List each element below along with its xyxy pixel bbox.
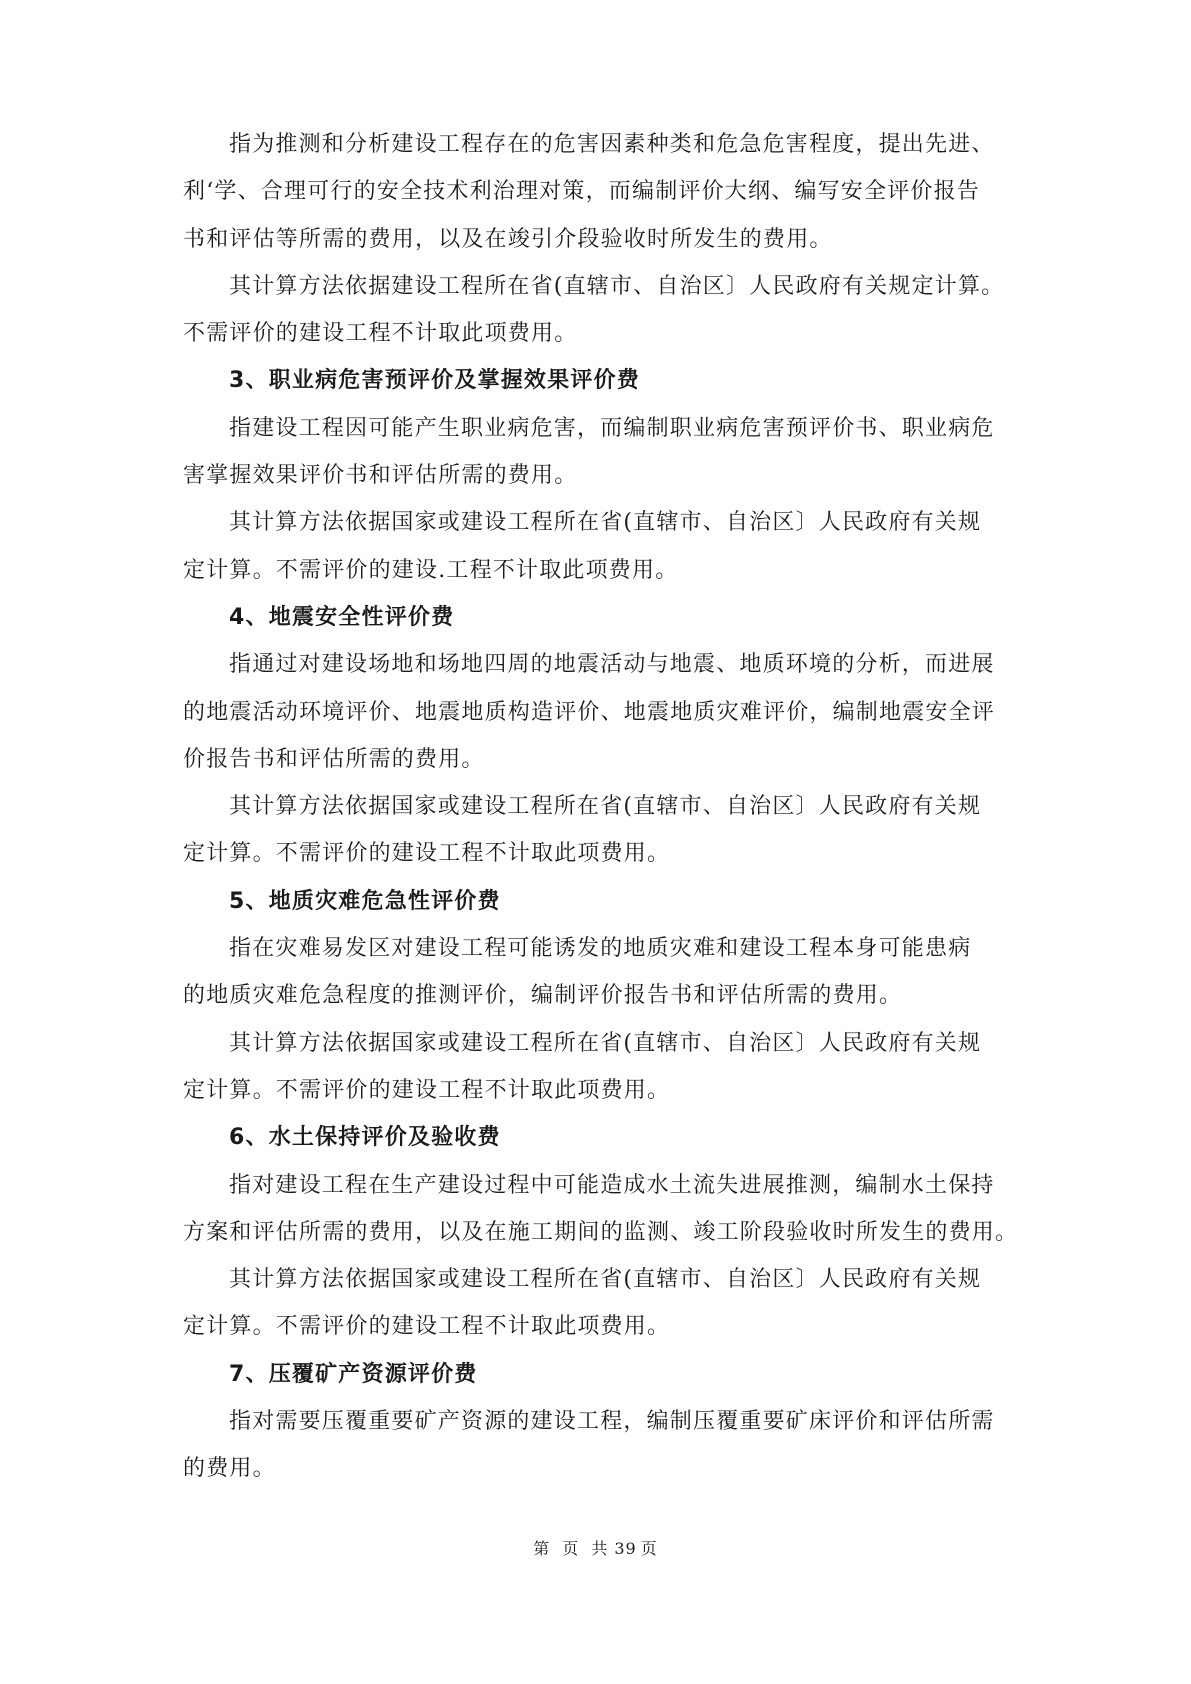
- body-line: 定计算。不需评价的建设工程不计取此项费用。: [183, 841, 671, 867]
- footer-total: 39: [614, 1539, 637, 1558]
- section-heading: 4、地震安全性评价费: [229, 604, 455, 630]
- paragraph-first-line: 其计算方法依据国家或建设工程所在省(直辖市、自治区〕人民政府有关规: [229, 794, 982, 820]
- paragraph-first-line: 其计算方法依据国家或建设工程所在省(直辖市、自治区〕人民政府有关规: [229, 1267, 982, 1293]
- body-line: 方案和评估所需的费用，以及在施工期间的监测、竣工阶段验收时所发生的费用。: [183, 1219, 1019, 1245]
- section-heading: 6、水土保持评价及验收费: [229, 1125, 501, 1151]
- body-line: 的地震活动环境评价、地震地质构造评价、地震地质灾难评价，编制地震安全评: [183, 699, 996, 725]
- paragraph-first-line: 其计算方法依据建设工程所在省(直辖市、自治区〕人民政府有关规定计算。: [229, 273, 1005, 299]
- body-line: 利‘学、合理可行的安全技术利治理对策，而编制评价大纲、编写安全评价报告: [183, 179, 980, 205]
- body-line: 不需评价的建设工程不计取此项费用。: [183, 321, 578, 347]
- paragraph-first-line: 指在灾难易发区对建设工程可能诱发的地质灾难和建设工程本身可能患病: [229, 936, 972, 962]
- footer-total-prefix: 共: [591, 1539, 609, 1558]
- footer-prefix: 第: [533, 1539, 551, 1558]
- paragraph-first-line: 其计算方法依据国家或建设工程所在省(直辖市、自治区〕人民政府有关规: [229, 510, 982, 536]
- paragraph-first-line: 指对需要压覆重要矿产资源的建设工程，编制压覆重要矿床评价和评估所需: [229, 1409, 995, 1435]
- section-heading: 3、职业病危害预评价及掌握效果评价费: [229, 368, 640, 394]
- body-line: 定计算。不需评价的建设工程不计取此项费用。: [183, 1077, 671, 1103]
- body-line: 定计算。不需评价的建设工程不计取此项费用。: [183, 1314, 671, 1340]
- paragraph-first-line: 其计算方法依据国家或建设工程所在省(直辖市、自治区〕人民政府有关规: [229, 1030, 982, 1056]
- body-line: 价报告书和评估所需的费用。: [183, 746, 485, 772]
- body-line: 定计算。不需评价的建设.工程不计取此项费用。: [183, 557, 679, 583]
- paragraph-first-line: 指建设工程因可能产生职业病危害，而编制职业病危害预评价书、职业病危: [229, 415, 995, 441]
- paragraph-first-line: 指为推测和分析建设工程存在的危害因素种类和危急危害程度，提出先进、: [229, 132, 995, 157]
- section-heading: 5、地质灾难危急性评价费: [229, 888, 501, 914]
- paragraph-first-line: 指通过对建设场地和场地四周的地震活动与地震、地质环境的分析，而进展: [229, 652, 995, 678]
- body-line: 的费用。: [183, 1456, 276, 1482]
- document-body: [183, 121, 1023, 1493]
- body-line: 害掌握效果评价书和评估所需的费用。: [183, 463, 578, 489]
- body-line: 的地质灾难危急程度的推测评价，编制评价报告书和评估所需的费用。: [183, 983, 903, 1009]
- paragraph-first-line: 指对建设工程在生产建设过程中可能造成水土流失进展推测，编制水土保持: [229, 1172, 995, 1198]
- footer-suffix: 页: [640, 1539, 658, 1558]
- section-heading: 7、压覆矿产资源评价费: [229, 1361, 478, 1387]
- page-footer: [0, 1536, 1191, 1559]
- body-line: 书和评估等所需的费用，以及在竣引介段验收时所发生的费用。: [183, 226, 833, 252]
- footer-page-label: 页: [562, 1539, 580, 1558]
